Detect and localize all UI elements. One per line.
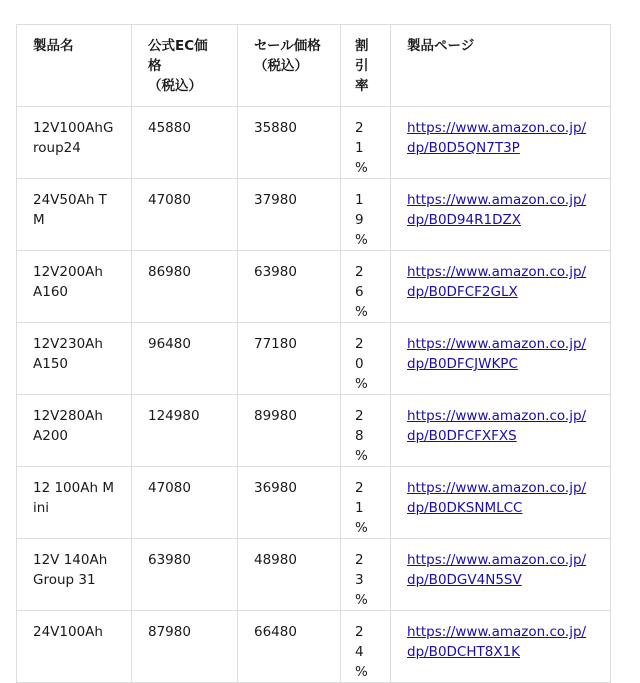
cell-sale-price: 35880 <box>238 107 341 179</box>
cell-official-price: 47080 <box>132 179 238 251</box>
cell-official-price: 86980 <box>132 251 238 323</box>
cell-discount-rate: 24% <box>341 611 391 683</box>
cell-sale-price: 63980 <box>238 251 341 323</box>
product-page-link[interactable]: https://www.amazon.co.jp/dp/B0DFCJWKPC <box>407 336 587 372</box>
cell-product-name: 12V 140Ah Group 31 <box>17 539 132 611</box>
cell-product-page <box>391 251 611 323</box>
cell-sale-price: 37980 <box>238 179 341 251</box>
cell-official-price: 63980 <box>132 539 238 611</box>
cell-sale-price: 89980 <box>238 395 341 467</box>
cell-discount-rate: 21% <box>341 467 391 539</box>
cell-product-name: 12V230Ah A150 <box>17 323 132 395</box>
cell-discount-rate: 20% <box>341 323 391 395</box>
cell-sale-price: 66480 <box>238 611 341 683</box>
table-row <box>17 323 611 395</box>
cell-product-name: 12V100AhGroup24 <box>17 107 132 179</box>
cell-product-page <box>391 107 611 179</box>
header-product-name: 製品名 <box>17 25 132 107</box>
product-page-link[interactable]: https://www.amazon.co.jp/dp/B0DGV4N5SV <box>407 552 587 588</box>
product-page-link[interactable]: https://www.amazon.co.jp/dp/B0DFCFXFXS <box>407 408 587 444</box>
cell-official-price: 45880 <box>132 107 238 179</box>
table-row <box>17 395 611 467</box>
product-page-link[interactable]: https://www.amazon.co.jp/dp/B0DCHT8X1K <box>407 624 587 660</box>
cell-product-name: 24V100Ah <box>17 611 132 683</box>
table-header-row <box>17 25 611 107</box>
cell-product-name: 12V200Ah A160 <box>17 251 132 323</box>
cell-product-name: 12V280Ah A200 <box>17 395 132 467</box>
product-page-link[interactable]: https://www.amazon.co.jp/dp/B0D5QN7T3P <box>407 120 587 156</box>
table-body <box>17 107 611 683</box>
cell-sale-price: 36980 <box>238 467 341 539</box>
product-page-link[interactable]: https://www.amazon.co.jp/dp/B0D94R1DZX <box>407 192 587 228</box>
cell-product-name: 24V50Ah TM <box>17 179 132 251</box>
cell-discount-rate: 26% <box>341 251 391 323</box>
cell-product-page <box>391 539 611 611</box>
cell-product-page <box>391 611 611 683</box>
header-official-price <box>132 25 238 107</box>
cell-product-page <box>391 467 611 539</box>
table-row <box>17 539 611 611</box>
cell-discount-rate: 28% <box>341 395 391 467</box>
table-row <box>17 179 611 251</box>
cell-official-price: 47080 <box>132 467 238 539</box>
header-product-page: 製品ページ <box>391 25 611 107</box>
cell-official-price: 96480 <box>132 323 238 395</box>
product-page-link[interactable]: https://www.amazon.co.jp/dp/B0DFCF2GLX <box>407 264 587 300</box>
cell-product-page <box>391 323 611 395</box>
header-sale-price-line2: （税込） <box>254 58 308 74</box>
table-row <box>17 251 611 323</box>
cell-product-page <box>391 395 611 467</box>
cell-discount-rate: 21% <box>341 107 391 179</box>
table-row <box>17 107 611 179</box>
product-page-link[interactable]: https://www.amazon.co.jp/dp/B0DKSNMLCC <box>407 480 587 516</box>
header-official-price-line1: 公式EC価格 <box>148 38 208 74</box>
cell-product-page <box>391 179 611 251</box>
cell-sale-price: 48980 <box>238 539 341 611</box>
product-price-table <box>16 24 611 683</box>
table-row <box>17 611 611 683</box>
cell-sale-price: 77180 <box>238 323 341 395</box>
table-row <box>17 467 611 539</box>
header-sale-price-line1: セール価格 <box>254 38 321 54</box>
header-official-price-line2: （税込） <box>148 78 202 94</box>
header-sale-price <box>238 25 341 107</box>
cell-official-price: 124980 <box>132 395 238 467</box>
cell-discount-rate: 23% <box>341 539 391 611</box>
cell-product-name: 12 100Ah Mini <box>17 467 132 539</box>
cell-official-price: 87980 <box>132 611 238 683</box>
header-discount-rate: 割引率 <box>341 25 391 107</box>
cell-discount-rate: 19% <box>341 179 391 251</box>
